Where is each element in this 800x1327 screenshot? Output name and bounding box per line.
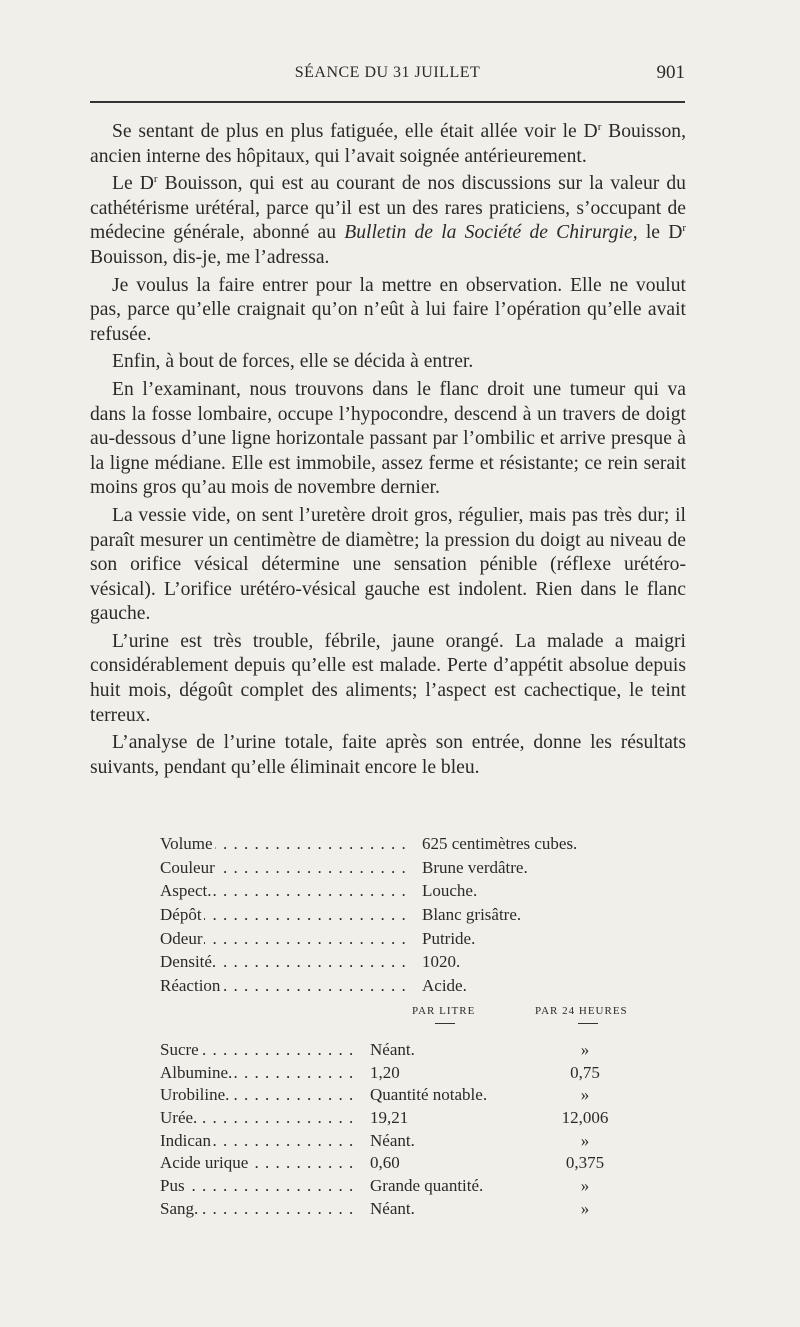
analysis-row: [160, 1084, 640, 1107]
property-row: [160, 903, 630, 927]
property-label: Densité.: [160, 952, 217, 972]
value-par-24-heures: »: [580, 1085, 590, 1105]
text-run: Bouisson, qui est au courant de nos discussions sur la valeur du cathétérisme urétéral, parce qu’il est un des rares praticiens, s’occupant de médecine générale, abonné au: [90, 173, 686, 244]
analysis-row: [160, 1152, 640, 1175]
text-run: La vessie vide, on sent l’uretère droit gros, régulier, mais pas très dur; il paraît mesurer un centimètre de diamètre; la pression du doigt au niveau de son orifice vésical détermine une sensation pénible (réflexe urétéro-vésical). L’orifice urétéro-vésical gauche est indolent. Rien dans le flanc gauche.: [90, 504, 686, 625]
property-row: [160, 856, 630, 880]
text-run: Bouisson, dis-je, me l’adressa.: [90, 246, 330, 268]
value-par-24-heures: »: [580, 1040, 590, 1059]
analysis-label: Urobiline.: [160, 1085, 230, 1105]
value-par-litre: 1,20: [370, 1062, 400, 1082]
property-label-cell: [160, 879, 422, 903]
analysis-label: Albumine.: [160, 1062, 233, 1082]
paragraph: [90, 630, 686, 728]
value-par-24-heures: »: [580, 1130, 590, 1150]
paragraph: [90, 350, 686, 375]
body-text: [90, 120, 686, 780]
paragraph: [90, 731, 686, 780]
analysis-label-cell: [160, 1152, 360, 1175]
paragraph: [90, 120, 686, 169]
header-rule: [90, 101, 685, 103]
analysis-label: Pus: [160, 1176, 185, 1196]
analysis-row: [160, 1107, 640, 1130]
text-run: Enfin, à bout de forces, elle se décida à entrer.: [112, 351, 474, 373]
value-par-24-heures: »: [580, 1198, 590, 1218]
analysis-label-cell: [160, 1039, 360, 1062]
superscript: r: [153, 173, 158, 186]
paragraph: [90, 504, 686, 627]
page-number: 901: [656, 62, 685, 83]
column-header-par-24-heures: PAR 24 HEURES: [535, 1005, 628, 1017]
column-header-par-litre: PAR LITRE: [412, 1005, 476, 1017]
property-label-cell: [160, 950, 422, 974]
paragraph: [90, 274, 686, 348]
property-label-cell: [160, 903, 422, 927]
text-run: L’analyse de l’urine totale, faite après son entrée, donne les résultats suivants, pendant qu’elle éliminait encore le bleu.: [90, 732, 686, 778]
text-run: le D: [637, 222, 683, 244]
property-value: Acide.: [422, 976, 467, 996]
text-run: Le D: [112, 173, 154, 195]
value-par-litre: Néant.: [370, 1040, 415, 1059]
superscript: r: [682, 222, 687, 235]
value-par-litre: 0,60: [370, 1153, 400, 1173]
property-value: 625 centimètres cubes.: [422, 834, 578, 853]
urine-properties-list: [160, 832, 630, 998]
property-label-cell: [160, 927, 422, 951]
analysis-label: Sang.: [160, 1198, 199, 1218]
analysis-row: [160, 1130, 640, 1153]
paragraph: [90, 378, 686, 501]
text-run: Bouisson, ancien interne des hôpitaux, qui l’avait soignée antérieurement.: [90, 121, 686, 167]
value-par-litre: Néant.: [370, 1130, 415, 1150]
property-value: Brune verdâtre.: [422, 857, 528, 877]
property-label: Volume: [160, 834, 213, 853]
paragraph: [90, 172, 686, 270]
column-dash: [578, 1023, 598, 1024]
property-value: 1020.: [422, 952, 461, 972]
property-row: [160, 950, 630, 974]
property-value: Louche.: [422, 881, 478, 901]
analysis-row: [160, 1039, 640, 1062]
property-label-cell: [160, 974, 422, 998]
analysis-row: [160, 1198, 640, 1221]
value-par-litre: 19,21: [370, 1108, 409, 1128]
running-title: SÉANCE DU 31 JUILLET: [294, 64, 481, 81]
property-value: Blanc grisâtre.: [422, 905, 522, 925]
analysis-label-cell: [160, 1130, 360, 1153]
property-value: Putride.: [422, 928, 476, 948]
analysis-label: Indican: [160, 1130, 211, 1150]
value-par-24-heures: »: [580, 1176, 590, 1196]
running-header: [90, 62, 685, 92]
property-row: [160, 974, 630, 998]
property-label: Réaction: [160, 976, 221, 996]
property-row: [160, 879, 630, 903]
property-label: Couleur: [160, 857, 215, 877]
text-run: Se sentant de plus en plus fatiguée, elle était allée voir le D: [112, 121, 598, 142]
property-label: Aspect.: [160, 881, 212, 901]
analysis-row: [160, 1062, 640, 1085]
italic-title: Bulletin de la Société de Chirurgie,: [344, 222, 638, 244]
property-row: [160, 927, 630, 951]
value-par-24-heures: 0,375: [565, 1153, 605, 1173]
value-par-litre: Grande quantité.: [370, 1176, 484, 1196]
property-label: Dépôt: [160, 905, 202, 925]
analysis-label-cell: [160, 1084, 360, 1107]
analysis-row: [160, 1175, 640, 1198]
analysis-label-cell: [160, 1175, 360, 1198]
property-label: Odeur: [160, 928, 203, 948]
text-run: Je voulus la faire entrer pour la mettre en observation. Elle ne voulut pas, parce qu’elle craignait qu’on n’eût à lui faire l’opération qu’elle avait refusée.: [90, 274, 686, 345]
superscript: r: [597, 121, 602, 133]
value-par-litre: Néant.: [370, 1198, 415, 1218]
analysis-label-cell: [160, 1198, 360, 1221]
analysis-label: Acide urique: [160, 1153, 249, 1173]
value-par-litre: Quantité notable.: [370, 1085, 488, 1105]
column-dash: [435, 1023, 455, 1024]
value-par-24-heures: 12,006: [561, 1108, 609, 1128]
analysis-label-cell: [160, 1107, 360, 1130]
text-run: L’urine est très trouble, fébrile, jaune orangé. La malade a maigri considérablement depuis qu’elle est malade. Perte d’appétit absolue depuis huit mois, dégoût complet des aliments; l’aspect est cachectique, le teint terreux.: [90, 630, 686, 726]
property-label-cell: [160, 856, 422, 880]
property-label-cell: [160, 832, 422, 856]
value-par-24-heures: 0,75: [570, 1062, 600, 1082]
analysis-label: Sucre: [160, 1040, 199, 1059]
analysis-label: Urée.: [160, 1108, 198, 1128]
analysis-label-cell: [160, 1062, 360, 1085]
property-row: [160, 832, 630, 856]
urine-analysis-table: [160, 1039, 640, 1221]
text-run: En l’examinant, nous trouvons dans le flanc droit une tumeur qui va dans la fosse lombaire, occupe l’hypocondre, descend à un travers de doigt au-dessous d’une ligne horizontale passant par l’ombilic et arrive presque à la ligne médiane. Elle est immobile, assez ferme et résistante; ce rein serait moins gros qu’au mois de novembre dernier.: [90, 378, 686, 499]
